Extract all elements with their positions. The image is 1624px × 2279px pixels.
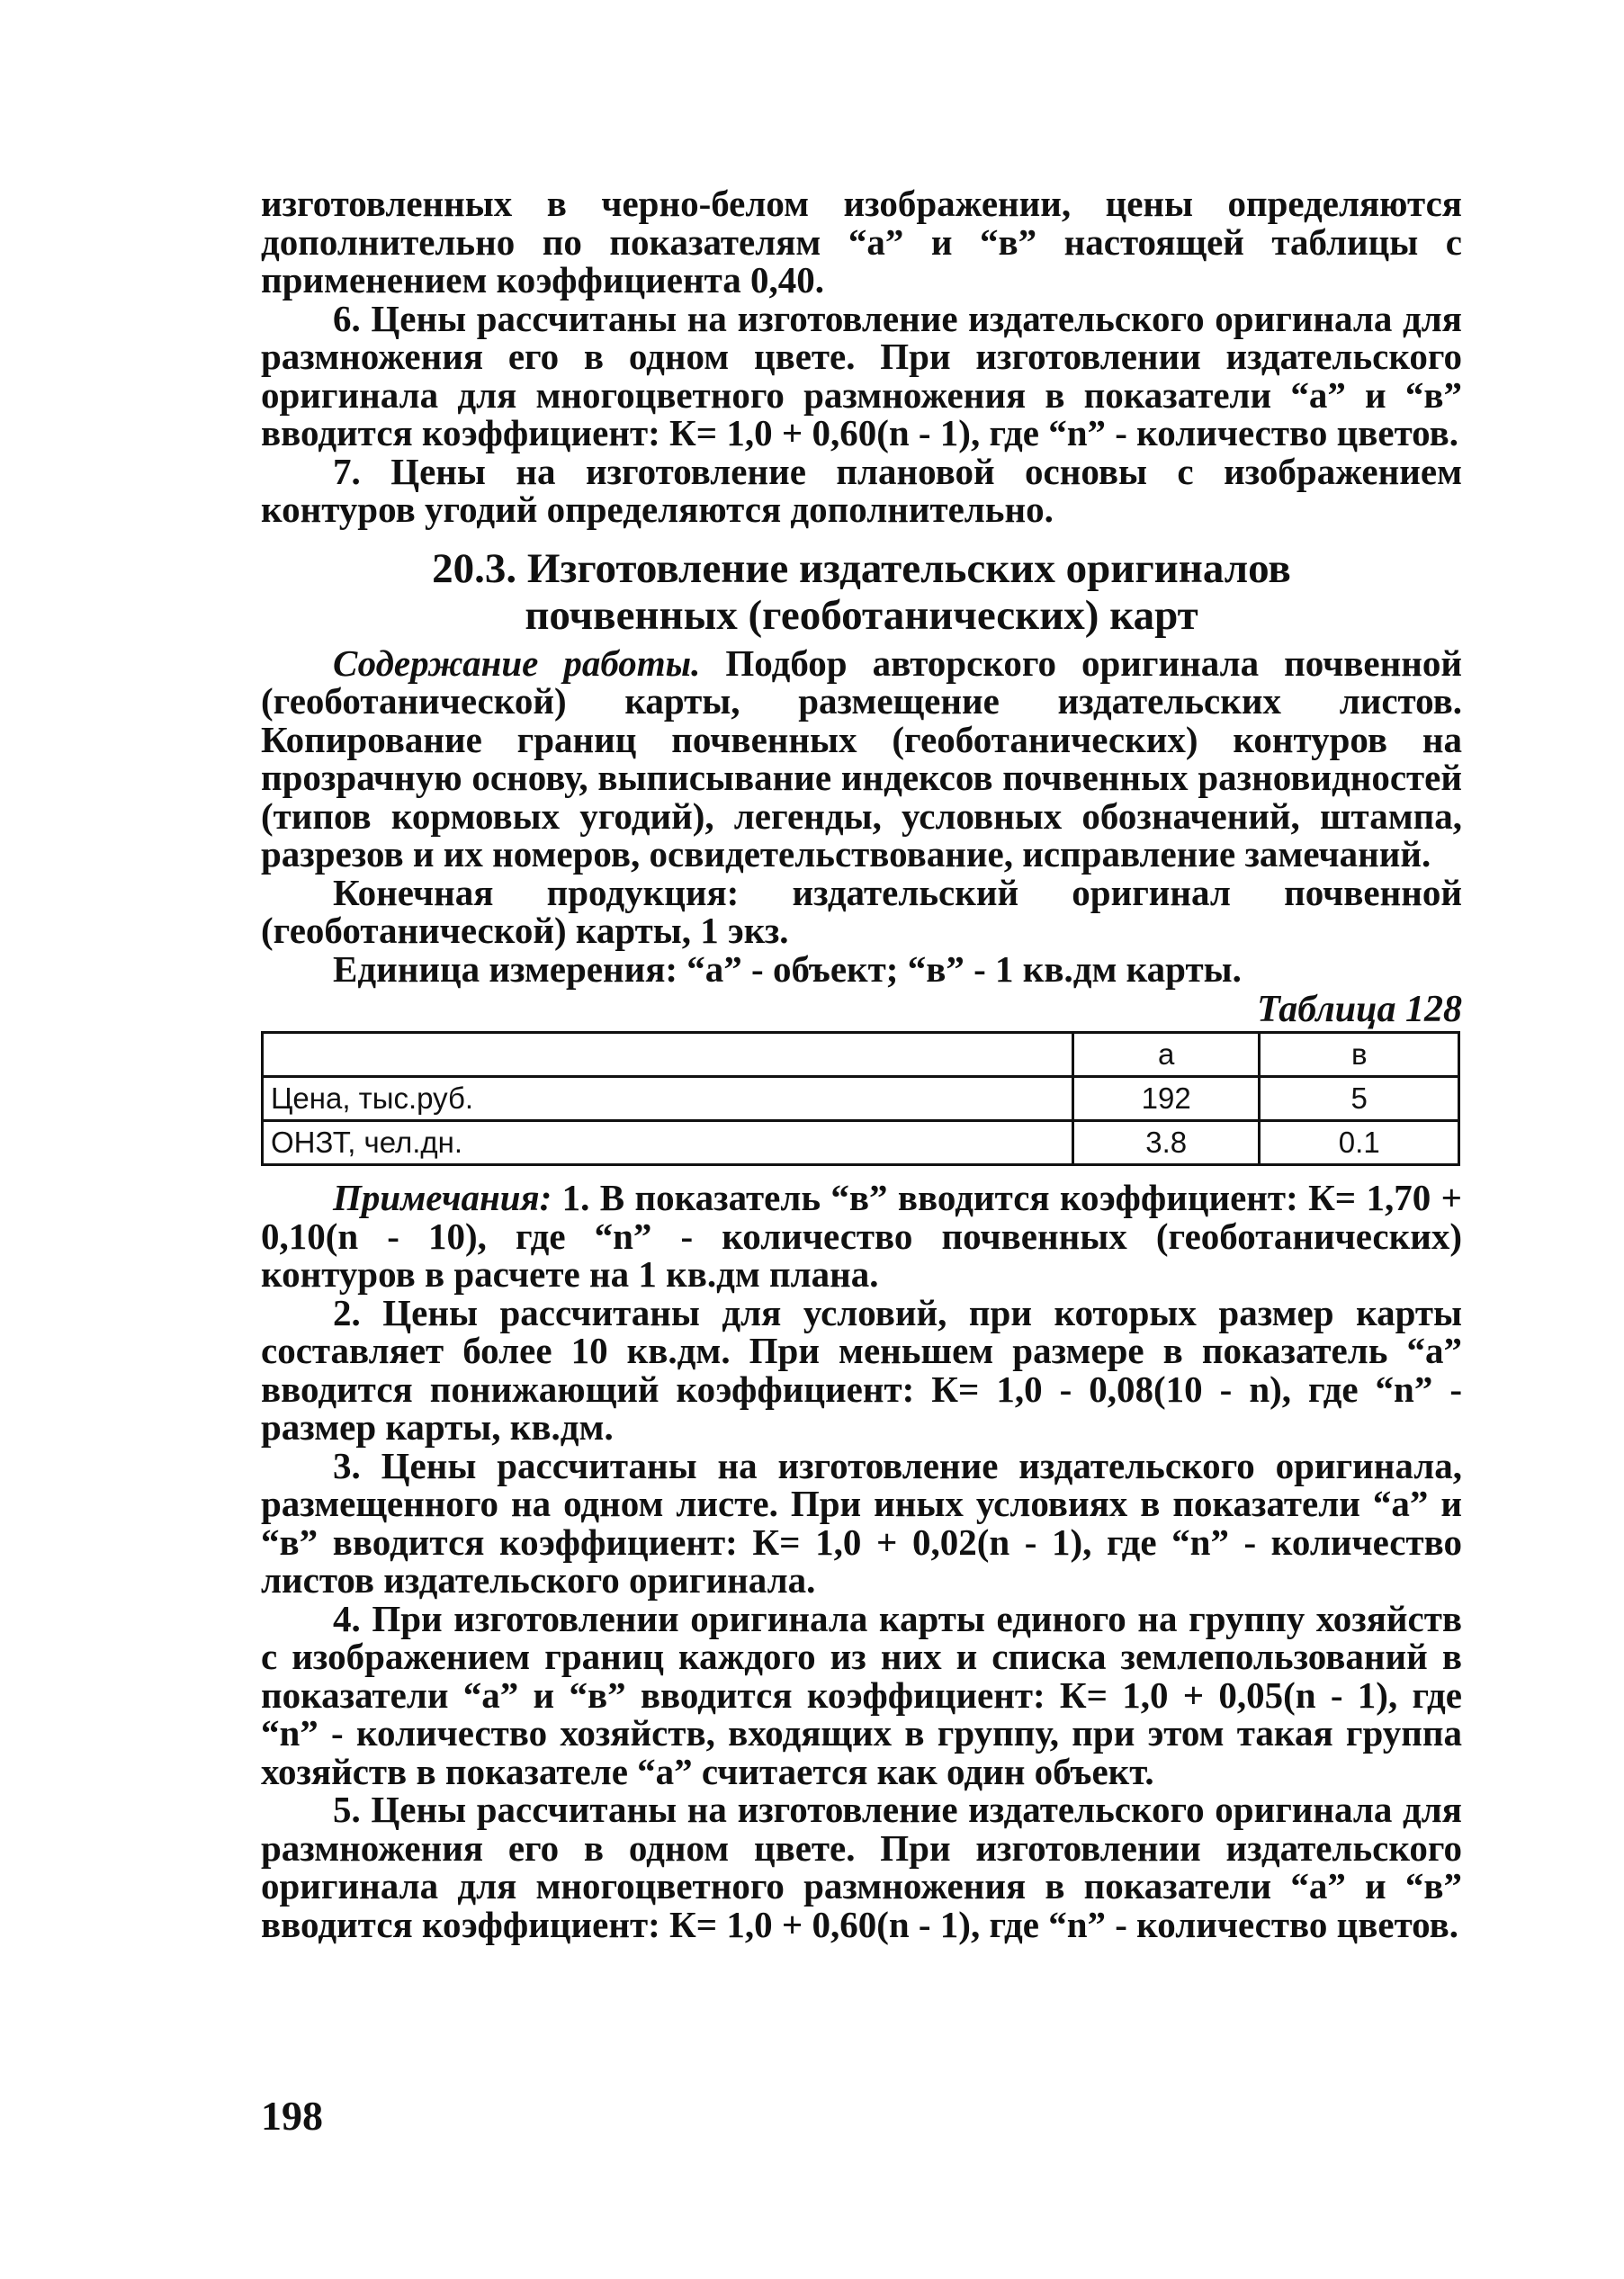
table-header-b: в <box>1260 1033 1459 1077</box>
note-6-paragraph: 6. Цены рассчитаны на изготовление издательского оригинала для размножения его в одном цвете. При изготовлении издательского оригинала для многоцветного размножения в показатели “а” и “в” вводится коэффициент: К= 1,0 + 0,60(n - 1), где “n” - количество цветов. <box>261 297 1462 453</box>
note-3-paragraph: 3. Цены рассчитаны на изготовление издательского оригинала, размещенного на одном листе. При иных условиях в показатели “а” и “в” вводится коэффициент: К= 1,0 + 0,02(n - 1), где “n” - количество листов издательского оригинала. <box>261 1444 1462 1601</box>
note-2-paragraph: 2. Цены рассчитаны для условий, при которых размер карты составляет более 10 кв.дм. При меньшем размере в показатель “а” вводится понижающий коэффициент: К= 1,0 - 0,08(10 - n), где “n” - размер карты, кв.дм. <box>261 1291 1462 1448</box>
table-header-a: а <box>1072 1033 1260 1077</box>
page-number: 198 <box>261 2093 323 2139</box>
table-caption: Таблица 128 <box>1257 989 1462 1030</box>
final-product-paragraph: Конечная продукция: издательский оригинал почвенной (геоботанической) карты, 1 экз. <box>261 871 1462 951</box>
price-table <box>261 1031 1460 1166</box>
section-heading <box>261 545 1462 639</box>
table-row <box>263 1121 1459 1165</box>
table-header-blank <box>263 1033 1073 1077</box>
note-4-paragraph: 4. При изготовлении оригинала карты единого на группу хозяйств с изображением границ каждого из них и списка землепользований в показатели “а” и “в” вводится коэффициент: К= 1,0 + 0,05(n - 1), где “n” - количество хозяйств, входящих в группу, при этом такая группа хозяйств в показателе “а” считается как один объект. <box>261 1597 1462 1792</box>
row-value-b: 0.1 <box>1260 1121 1459 1165</box>
content-text: Подбор авторского оригинала почвенной (геоботанической) карты, размещение издательских листов. Копирование границ почвенных (геоботанических) контуров на прозрачную основу, выписывание индексов почвенных разновидностей (типов кормовых угодий), легенды, условных обозначений, штампа, разрезов и их номеров, освидетельствование, исправление замечаний. <box>261 642 1463 875</box>
note-5-paragraph: 5. Цены рассчитаны на изготовление издательского оригинала для размножения его в одном цвете. При изготовлении издательского оригинала для многоцветного размножения в показатели “а” и “в” вводится коэффициент: К= 1,0 + 0,60(n - 1), где “n” - количество цветов. <box>261 1789 1462 1945</box>
row-label: ОНЗТ, чел.дн. <box>263 1121 1073 1165</box>
section-heading-line-1: 20.3. Изготовление издательских оригиналов <box>432 544 1291 592</box>
notes-label: Примечания: <box>333 1177 552 1218</box>
row-label: Цена, тыс.руб. <box>263 1077 1073 1121</box>
content-label: Содержание работы. <box>333 642 701 684</box>
note-7-paragraph: 7. Цены на изготовление плановой основы с изображением контуров угодий определяются дополнительно. <box>261 450 1462 530</box>
note-1-paragraph <box>261 1179 1462 1294</box>
table-header-row <box>263 1033 1459 1077</box>
unit-paragraph: Единица измерения: “а” - объект; “в” - 1 кв.дм карты. <box>333 947 1242 990</box>
content-paragraph <box>261 644 1462 874</box>
row-value-a: 192 <box>1072 1077 1260 1121</box>
table-row <box>263 1077 1459 1121</box>
section-heading-line-2: почвенных (геоботанических) карт <box>525 591 1198 639</box>
row-value-a: 3.8 <box>1072 1121 1260 1165</box>
note-1-text: 1. В показатель “в” вводится коэффициент: К= 1,70 + 0,10(n - 10), где “n” - количество почвенных (геоботанических) контуров в расчете на 1 кв.дм плана. <box>261 1177 1462 1295</box>
row-value-b: 5 <box>1260 1077 1459 1121</box>
intro-paragraph: изготовленных в черно-белом изображении, цены определяются дополнительно по показателям “а” и “в” настоящей таблицы с применением коэффициента 0,40. <box>261 183 1462 301</box>
document-page <box>261 184 1462 1943</box>
